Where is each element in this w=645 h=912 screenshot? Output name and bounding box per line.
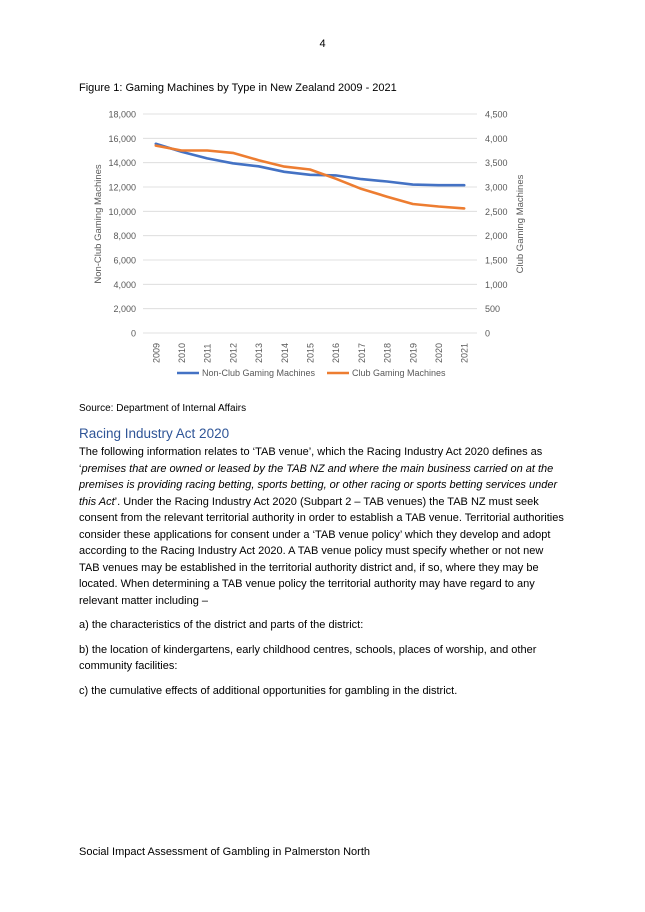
left-tick-label: 14,000 xyxy=(108,158,136,169)
right-tick-label: 4,000 xyxy=(485,133,508,144)
x-tick-label: 2019 xyxy=(408,342,419,363)
right-tick-label: 3,500 xyxy=(485,158,508,169)
x-tick-label: 2018 xyxy=(382,342,393,363)
list-item-b: b) the location of kindergartens, early childhood centres, schools, places of worship, and other community facilities: xyxy=(79,643,537,672)
paragraph-italic-definition: premises that are owned or leased by the TAB NZ and where the main business carried on at the premises is providing racing betting, sports betting, or other racing or sports betting services under this Act xyxy=(79,462,558,508)
right-tick-label: 2,000 xyxy=(485,231,508,242)
x-tick-label: 2016 xyxy=(331,342,342,363)
left-tick-label: 2,000 xyxy=(113,304,136,315)
section-heading: Racing Industry Act 2020 xyxy=(79,426,230,441)
paragraph-part-1: The following information relates to ‘TAB venue’, which the Racing Industry Act 2020 defines as ‘ xyxy=(79,446,543,475)
right-axis-ticks xyxy=(485,110,508,339)
paragraph-part-2: ’. Under the Racing Industry Act 2020 (Subpart 2 – TAB venues) the TAB NZ must seek consent from the relevant territorial authority in order to establish a TAB venue. Territorial authorities consider these applications for consent under a ‘TAB venue policy’ which they develop and adopt according to the Racing Industry Act 2020. A TAB venue policy must specify whether or not new TAB venues may be established in the territorial authority district and, if so, where they may be located. When determining a TAB venue policy the territorial authority may have regard to any relevant matter including – xyxy=(79,495,564,607)
chart-legend xyxy=(177,368,446,378)
left-axis-title: Non-Club Gaming Machines xyxy=(93,164,104,284)
left-tick-label: 8,000 xyxy=(113,231,136,242)
left-tick-label: 12,000 xyxy=(108,182,136,193)
left-tick-label: 4,000 xyxy=(113,279,136,290)
x-tick-label: 2014 xyxy=(279,342,290,363)
x-tick-label: 2012 xyxy=(228,342,239,363)
x-tick-label: 2017 xyxy=(356,342,367,363)
right-tick-label: 1,500 xyxy=(485,255,508,266)
right-tick-label: 500 xyxy=(485,304,501,315)
left-axis-ticks xyxy=(108,110,136,339)
series-line-2 xyxy=(156,146,464,209)
x-tick-label: 2013 xyxy=(254,342,265,363)
figure-caption: Figure 1: Gaming Machines by Type in New Zealand 2009 - 2021 xyxy=(79,82,397,94)
chart-series xyxy=(156,144,465,209)
x-tick-label: 2015 xyxy=(305,342,316,363)
x-tick-label: 2021 xyxy=(459,342,470,363)
x-axis-ticks xyxy=(151,343,469,363)
gaming-machines-chart xyxy=(79,100,569,395)
page-number: 4 xyxy=(319,38,326,50)
right-tick-label: 3,000 xyxy=(485,182,508,193)
legend-label-1: Non-Club Gaming Machines xyxy=(202,368,316,378)
page-footer: Social Impact Assessment of Gambling in Palmerston North xyxy=(79,846,371,858)
left-tick-label: 6,000 xyxy=(113,255,136,266)
right-tick-label: 1,000 xyxy=(485,279,508,290)
list-item-a: a) the characteristics of the district and parts of the district: xyxy=(79,619,364,631)
body-text xyxy=(79,444,565,707)
right-tick-label: 4,500 xyxy=(485,109,508,120)
paragraph-tab-venue xyxy=(79,444,565,609)
figure-source: Source: Department of Internal Affairs xyxy=(79,403,247,414)
right-tick-label: 2,500 xyxy=(485,206,508,217)
list-item-c: c) the cumulative effects of additional opportunities for gambling in the district. xyxy=(79,684,458,697)
left-tick-label: 0 xyxy=(130,328,136,339)
right-tick-label: 0 xyxy=(485,328,491,339)
x-tick-label: 2009 xyxy=(151,342,162,363)
left-tick-label: 18,000 xyxy=(108,109,136,120)
legend-label-2: Club Gaming Machines xyxy=(352,368,446,378)
x-tick-label: 2020 xyxy=(433,342,444,363)
left-tick-label: 16,000 xyxy=(108,133,136,144)
left-tick-label: 10,000 xyxy=(108,206,136,217)
chart-grid xyxy=(143,114,477,333)
x-tick-label: 2010 xyxy=(177,342,188,363)
x-tick-label: 2011 xyxy=(202,343,213,363)
right-axis-title: Club Gaming Machines xyxy=(515,174,526,274)
